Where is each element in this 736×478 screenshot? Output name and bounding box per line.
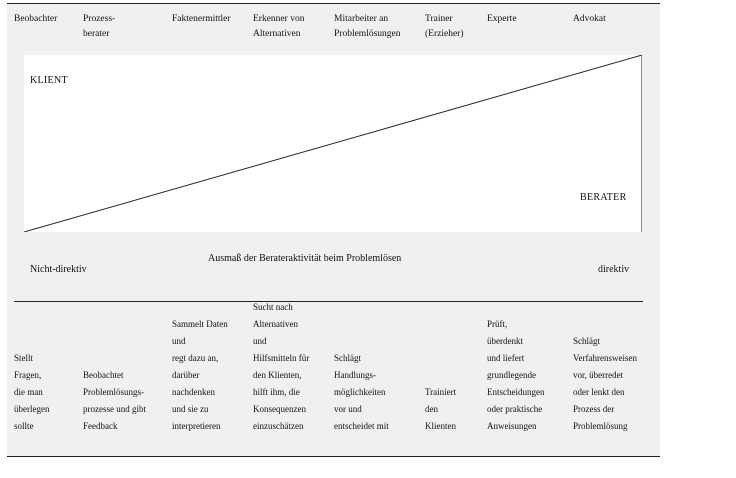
description-faktenermittler: Sammelt Daten und regt dazu an, darüber nachdenken und sie zu interpretieren [172, 319, 228, 431]
bottom-border [7, 456, 660, 457]
description-advokat: Schlägt Verfahrensweisen vor, überredet oder lenkt den Prozess der Problemlösung [573, 336, 637, 431]
axis-right-label: direktiv [598, 264, 630, 275]
role-prozessberater: Prozess- berater [83, 14, 116, 39]
consultant-label: BERATER [580, 192, 627, 203]
role-erkenner-von-alternativen: Erkenner von Alternativen [253, 14, 305, 39]
description-trainer: Trainiert den Klienten [425, 387, 457, 431]
client-label: KLIENT [30, 75, 68, 86]
description-erkenner-von-alternativen: Sucht nach Alternativen und Hilfsmitteln für den Klienten, hilft ihm, die Konsequenzen einzuschätzen [253, 302, 310, 431]
axis-left-label: Nicht-direktiv [30, 264, 87, 275]
role-beobachter: Beobachter [14, 14, 58, 24]
role-experte: Experte [487, 14, 517, 24]
description-mitarbeiter-an-problemloesungen: Schlägt Handlungs- möglichkeiten vor und entscheidet mit [334, 353, 389, 431]
description-prozessberater: Beobachtet Problemlösungs- prozesse und gibt Feedback [83, 370, 146, 431]
activity-diagonal [24, 55, 642, 232]
role-trainer: Trainer (Erzieher) [425, 14, 464, 39]
activity-panel [24, 55, 642, 232]
axis-title: Ausmaß der Berateraktivität beim Problemlösen [208, 253, 402, 264]
description-beobachter: Stellt Fragen, die man überlegen sollte [14, 353, 50, 431]
role-advokat: Advokat [573, 14, 606, 24]
description-experte: Prüft, überdenkt und liefert grundlegende Entscheidungen oder praktische Anweisungen [487, 319, 545, 431]
separator-line [14, 301, 643, 302]
role-faktenermittler: Faktenermittler [172, 14, 231, 24]
top-border [7, 3, 660, 4]
role-mitarbeiter-an-problemloesungen: Mitarbeiter an Problemlösungen [334, 14, 401, 39]
